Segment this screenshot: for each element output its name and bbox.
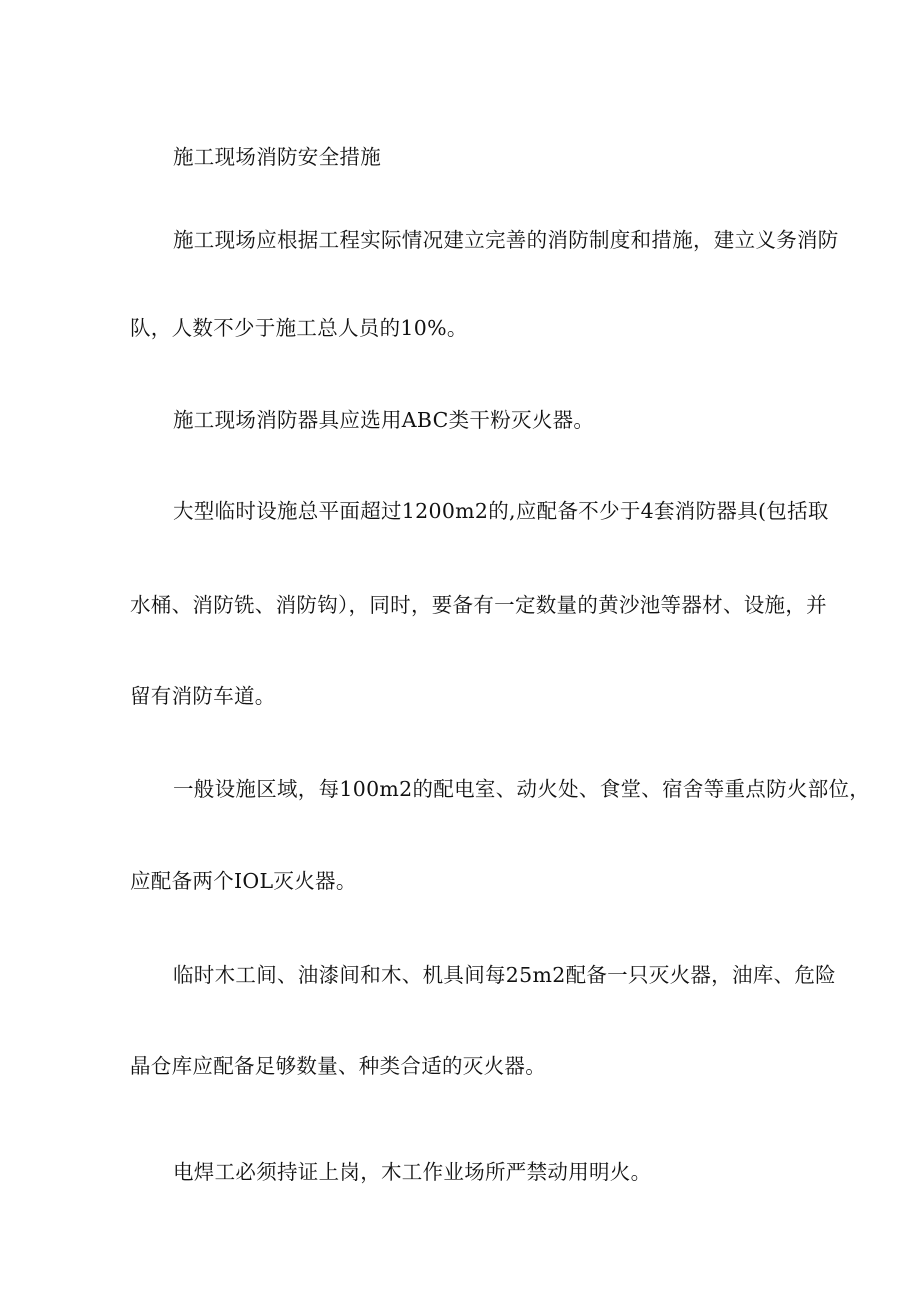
- paragraph-line: 队，人数不少于施工总人员的10%。: [130, 316, 468, 340]
- paragraph-line: 施工现场消防器具应选用ABC类干粉灭火器。: [173, 408, 595, 432]
- document-title: 施工现场消防安全措施: [173, 145, 381, 169]
- paragraph-line: 临时木工间、油漆间和木、机具间每25m2配备一只灭火器，油库、危险: [173, 963, 836, 987]
- paragraph-line: 应配备两个IOL灭火器。: [130, 869, 357, 893]
- paragraph-line: 水桶、消防铣、消防钩），同时，要备有一定数量的黄沙池等器材、设施，并: [130, 593, 827, 617]
- paragraph-line: 大型临时设施总平面超过1200m2的,应配备不少于4套消防器具(包括取: [173, 499, 829, 523]
- paragraph-line: 电焊工必须持证上岗，木工作业场所严禁动用明火。: [173, 1160, 652, 1184]
- paragraph-line: 一般设施区域，每100m2的配电室、动火处、食堂、宿舍等重点防火部位，: [173, 777, 871, 801]
- paragraph-line: 施工现场应根据工程实际情况建立完善的消防制度和措施，建立义务消防: [173, 228, 839, 252]
- paragraph-line: 晶仓库应配备足够数量、种类合适的灭火器。: [130, 1054, 546, 1078]
- paragraph-line: 留有消防车道。: [130, 684, 276, 708]
